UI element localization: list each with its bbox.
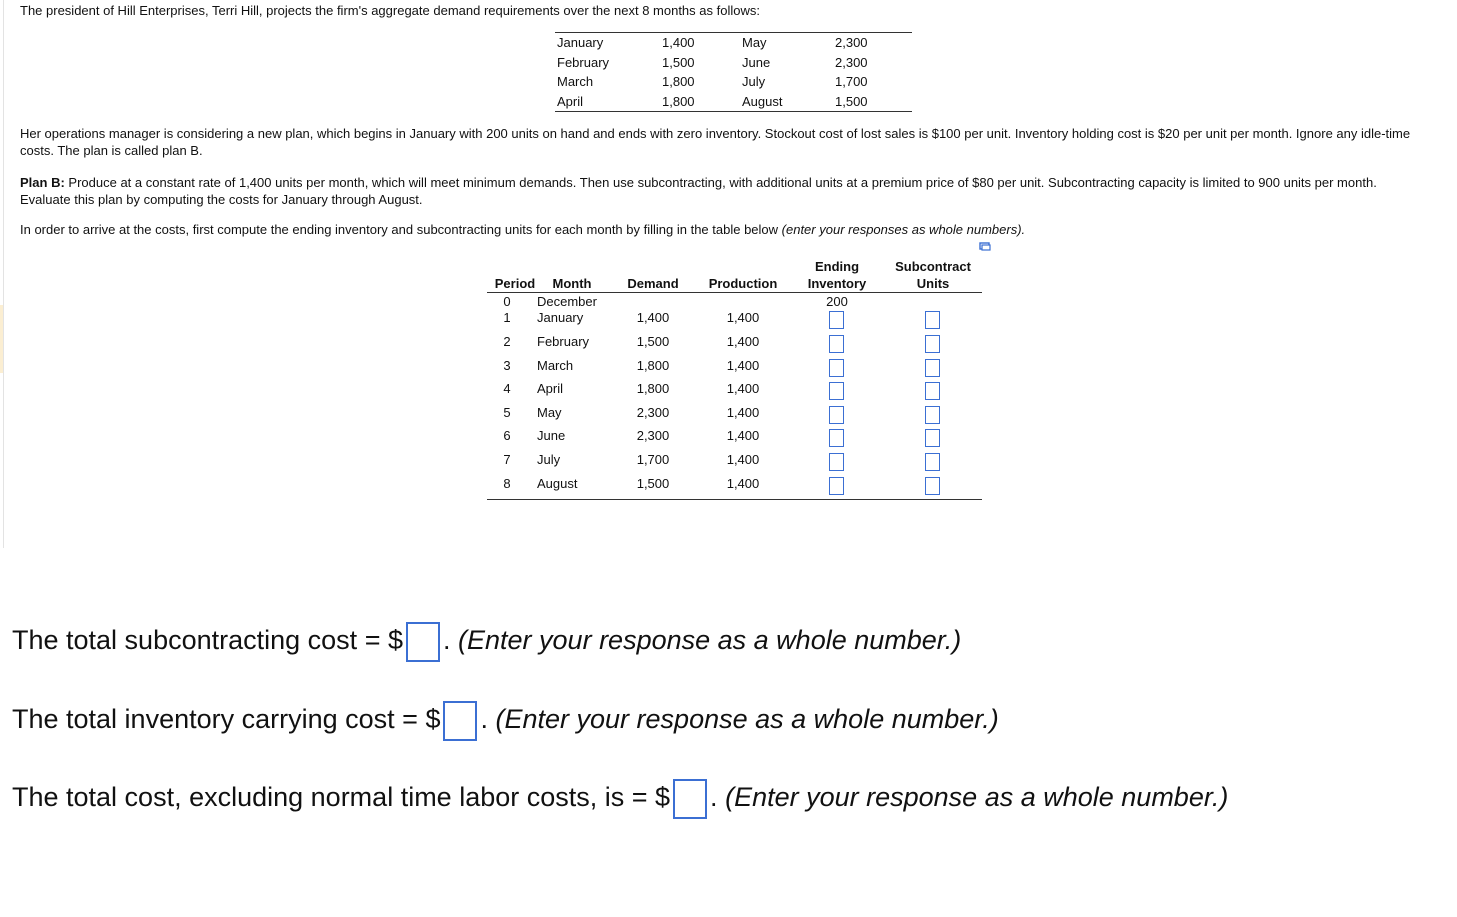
demand-table-cell: 1,800 [662, 74, 695, 89]
plan-b-body: Produce at a constant rate of 1,400 units per month, which will meet minimum demands. Then use subcontracting, with additional units at a premium price of $80 per unit. Subcontracting capacity is limited to 900 units per month. Evaluate this plan by computing the costs for January through August. [20, 175, 1377, 207]
cell-demand: 1,700 [636, 452, 670, 467]
header-subcontract-1: Subcontract [895, 259, 971, 274]
cell-demand: 1,800 [636, 358, 670, 373]
demand-table-cell: March [557, 74, 594, 89]
cell-period: 0 [503, 294, 511, 309]
copy-icon[interactable] [979, 242, 991, 251]
q2-row [12, 701, 999, 741]
cell-demand: 1,400 [636, 310, 670, 325]
subcontract-units-input[interactable] [925, 406, 940, 424]
demand-table-cell: February [557, 54, 610, 70]
subcontract-units-input[interactable] [925, 453, 940, 471]
demand-table-cell: 1,800 [662, 93, 695, 109]
demand-table-cell: May [742, 35, 767, 50]
cell-production: 1,400 [726, 310, 760, 325]
cell-period: 1 [503, 310, 511, 325]
demand-table-cell: 1,700 [835, 74, 868, 89]
table-row [487, 333, 982, 351]
side-tab [0, 305, 3, 373]
cell-period: 4 [503, 381, 511, 396]
inventory-carrying-cost-input[interactable] [443, 701, 477, 741]
cell-period: 6 [503, 428, 511, 443]
demand-table-cell: 2,300 [835, 54, 868, 70]
demand-table-cell: 1,400 [662, 35, 695, 50]
q3-note: (Enter your response as a whole number.) [725, 782, 1229, 813]
demand-table-cell: January [557, 35, 604, 50]
subcontract-units-input[interactable] [925, 382, 940, 400]
cell-month: February [537, 334, 590, 349]
header-subcontract-2: Units [916, 276, 950, 291]
cell-production: 1,400 [726, 452, 760, 467]
total-cost-input[interactable] [673, 779, 707, 819]
cell-month: December [537, 294, 597, 309]
cell-month: July [537, 452, 561, 467]
header-demand: Demand [627, 276, 679, 291]
demand-table [555, 32, 912, 112]
header-month: Month [552, 276, 592, 291]
cell-period: 5 [503, 405, 511, 420]
instruction-text [20, 221, 1420, 238]
demand-table-cell: April [557, 93, 584, 109]
cell-month: January [537, 310, 584, 325]
cell-month: May [537, 405, 562, 420]
cell-production: 1,400 [726, 405, 760, 420]
table-row [487, 475, 982, 493]
q1-label: The total subcontracting cost = $ [12, 625, 403, 656]
subcontract-units-input[interactable] [925, 311, 940, 329]
ending-inventory-input[interactable] [829, 311, 844, 329]
q3-label: The total cost, excluding normal time labor costs, is = $ [12, 782, 671, 813]
header-ending-2: Inventory [807, 276, 867, 291]
cell-production: 1,400 [726, 358, 760, 373]
q3-row [12, 779, 1228, 819]
cell-production: 1,400 [726, 334, 760, 349]
cell-period: 3 [503, 358, 511, 373]
cell-demand: 1,800 [636, 381, 670, 396]
header-ending-1: Ending [814, 259, 860, 274]
cell-period: 8 [503, 476, 511, 491]
cell-demand: 1,500 [636, 334, 670, 349]
subcontracting-cost-input[interactable] [406, 622, 440, 662]
ending-inventory-input[interactable] [829, 335, 844, 353]
table-row [487, 309, 982, 327]
subcontract-units-input[interactable] [925, 477, 940, 495]
q3-period: . [710, 782, 718, 813]
instruction-body: In order to arrive at the costs, first compute the ending inventory and subcontracting units for each month by filling in the table below [20, 222, 782, 237]
demand-table-cell: 1,500 [662, 54, 695, 70]
q2-period: . [480, 704, 488, 735]
ending-inventory-input[interactable] [829, 453, 844, 471]
header-period: Period [494, 276, 536, 291]
demand-table-cell: August [742, 93, 783, 109]
ending-inventory-input[interactable] [829, 406, 844, 424]
instruction-note: (enter your responses as whole numbers). [781, 222, 1026, 237]
cell-production: 1,400 [726, 428, 760, 443]
cell-ending-inventory: 200 [826, 294, 848, 309]
cell-production: 1,400 [726, 381, 760, 396]
cell-month: June [537, 428, 566, 443]
q2-note: (Enter your response as a whole number.) [495, 704, 999, 735]
ops-text: Her operations manager is considering a new plan, which begins in January with 200 units on hand and ends with zero inventory. Stockout cost of lost sales is $100 per unit. Inventory holding cost is $20 per unit per month. Ignore any idle-time costs. The plan is called plan B. [20, 126, 1411, 158]
plan-b-text [20, 174, 1420, 208]
ending-inventory-input[interactable] [829, 359, 844, 377]
table-row [487, 451, 982, 469]
demand-table-cell: 2,300 [835, 35, 868, 50]
subcontract-units-input[interactable] [925, 359, 940, 377]
demand-table-cell: 1,500 [835, 93, 868, 109]
cell-demand: 1,500 [636, 476, 670, 491]
header-production: Production [708, 276, 778, 291]
cell-demand: 2,300 [636, 405, 670, 420]
table-row [487, 380, 982, 398]
cell-production: 1,400 [726, 476, 760, 491]
left-divider [3, 0, 4, 548]
ending-inventory-input[interactable] [829, 477, 844, 495]
subcontract-units-input[interactable] [925, 429, 940, 447]
cell-period: 2 [503, 334, 511, 349]
q1-note: (Enter your response as a whole number.) [458, 625, 962, 656]
q1-period: . [442, 625, 451, 656]
q2-label: The total inventory carrying cost = $ [12, 704, 441, 735]
q1-row [12, 622, 961, 662]
intro-text: The president of Hill Enterprises, Terri Hill, projects the firm's aggregate demand requirements over the next 8 months as follows: [20, 3, 760, 18]
table-row [487, 357, 982, 375]
demand-table-cell: June [742, 54, 771, 70]
cell-month: March [537, 358, 574, 373]
table-row [487, 404, 982, 422]
table-row [487, 427, 982, 445]
cell-demand: 2,300 [636, 428, 670, 443]
plan-table [487, 255, 982, 500]
plan-b-label: Plan B: [20, 175, 65, 190]
cell-month: August [537, 476, 578, 491]
demand-table-cell: July [742, 74, 766, 89]
subcontract-units-input[interactable] [925, 335, 940, 353]
cell-period: 7 [503, 452, 511, 467]
cell-month: April [537, 381, 564, 396]
ending-inventory-input[interactable] [829, 382, 844, 400]
ending-inventory-input[interactable] [829, 429, 844, 447]
